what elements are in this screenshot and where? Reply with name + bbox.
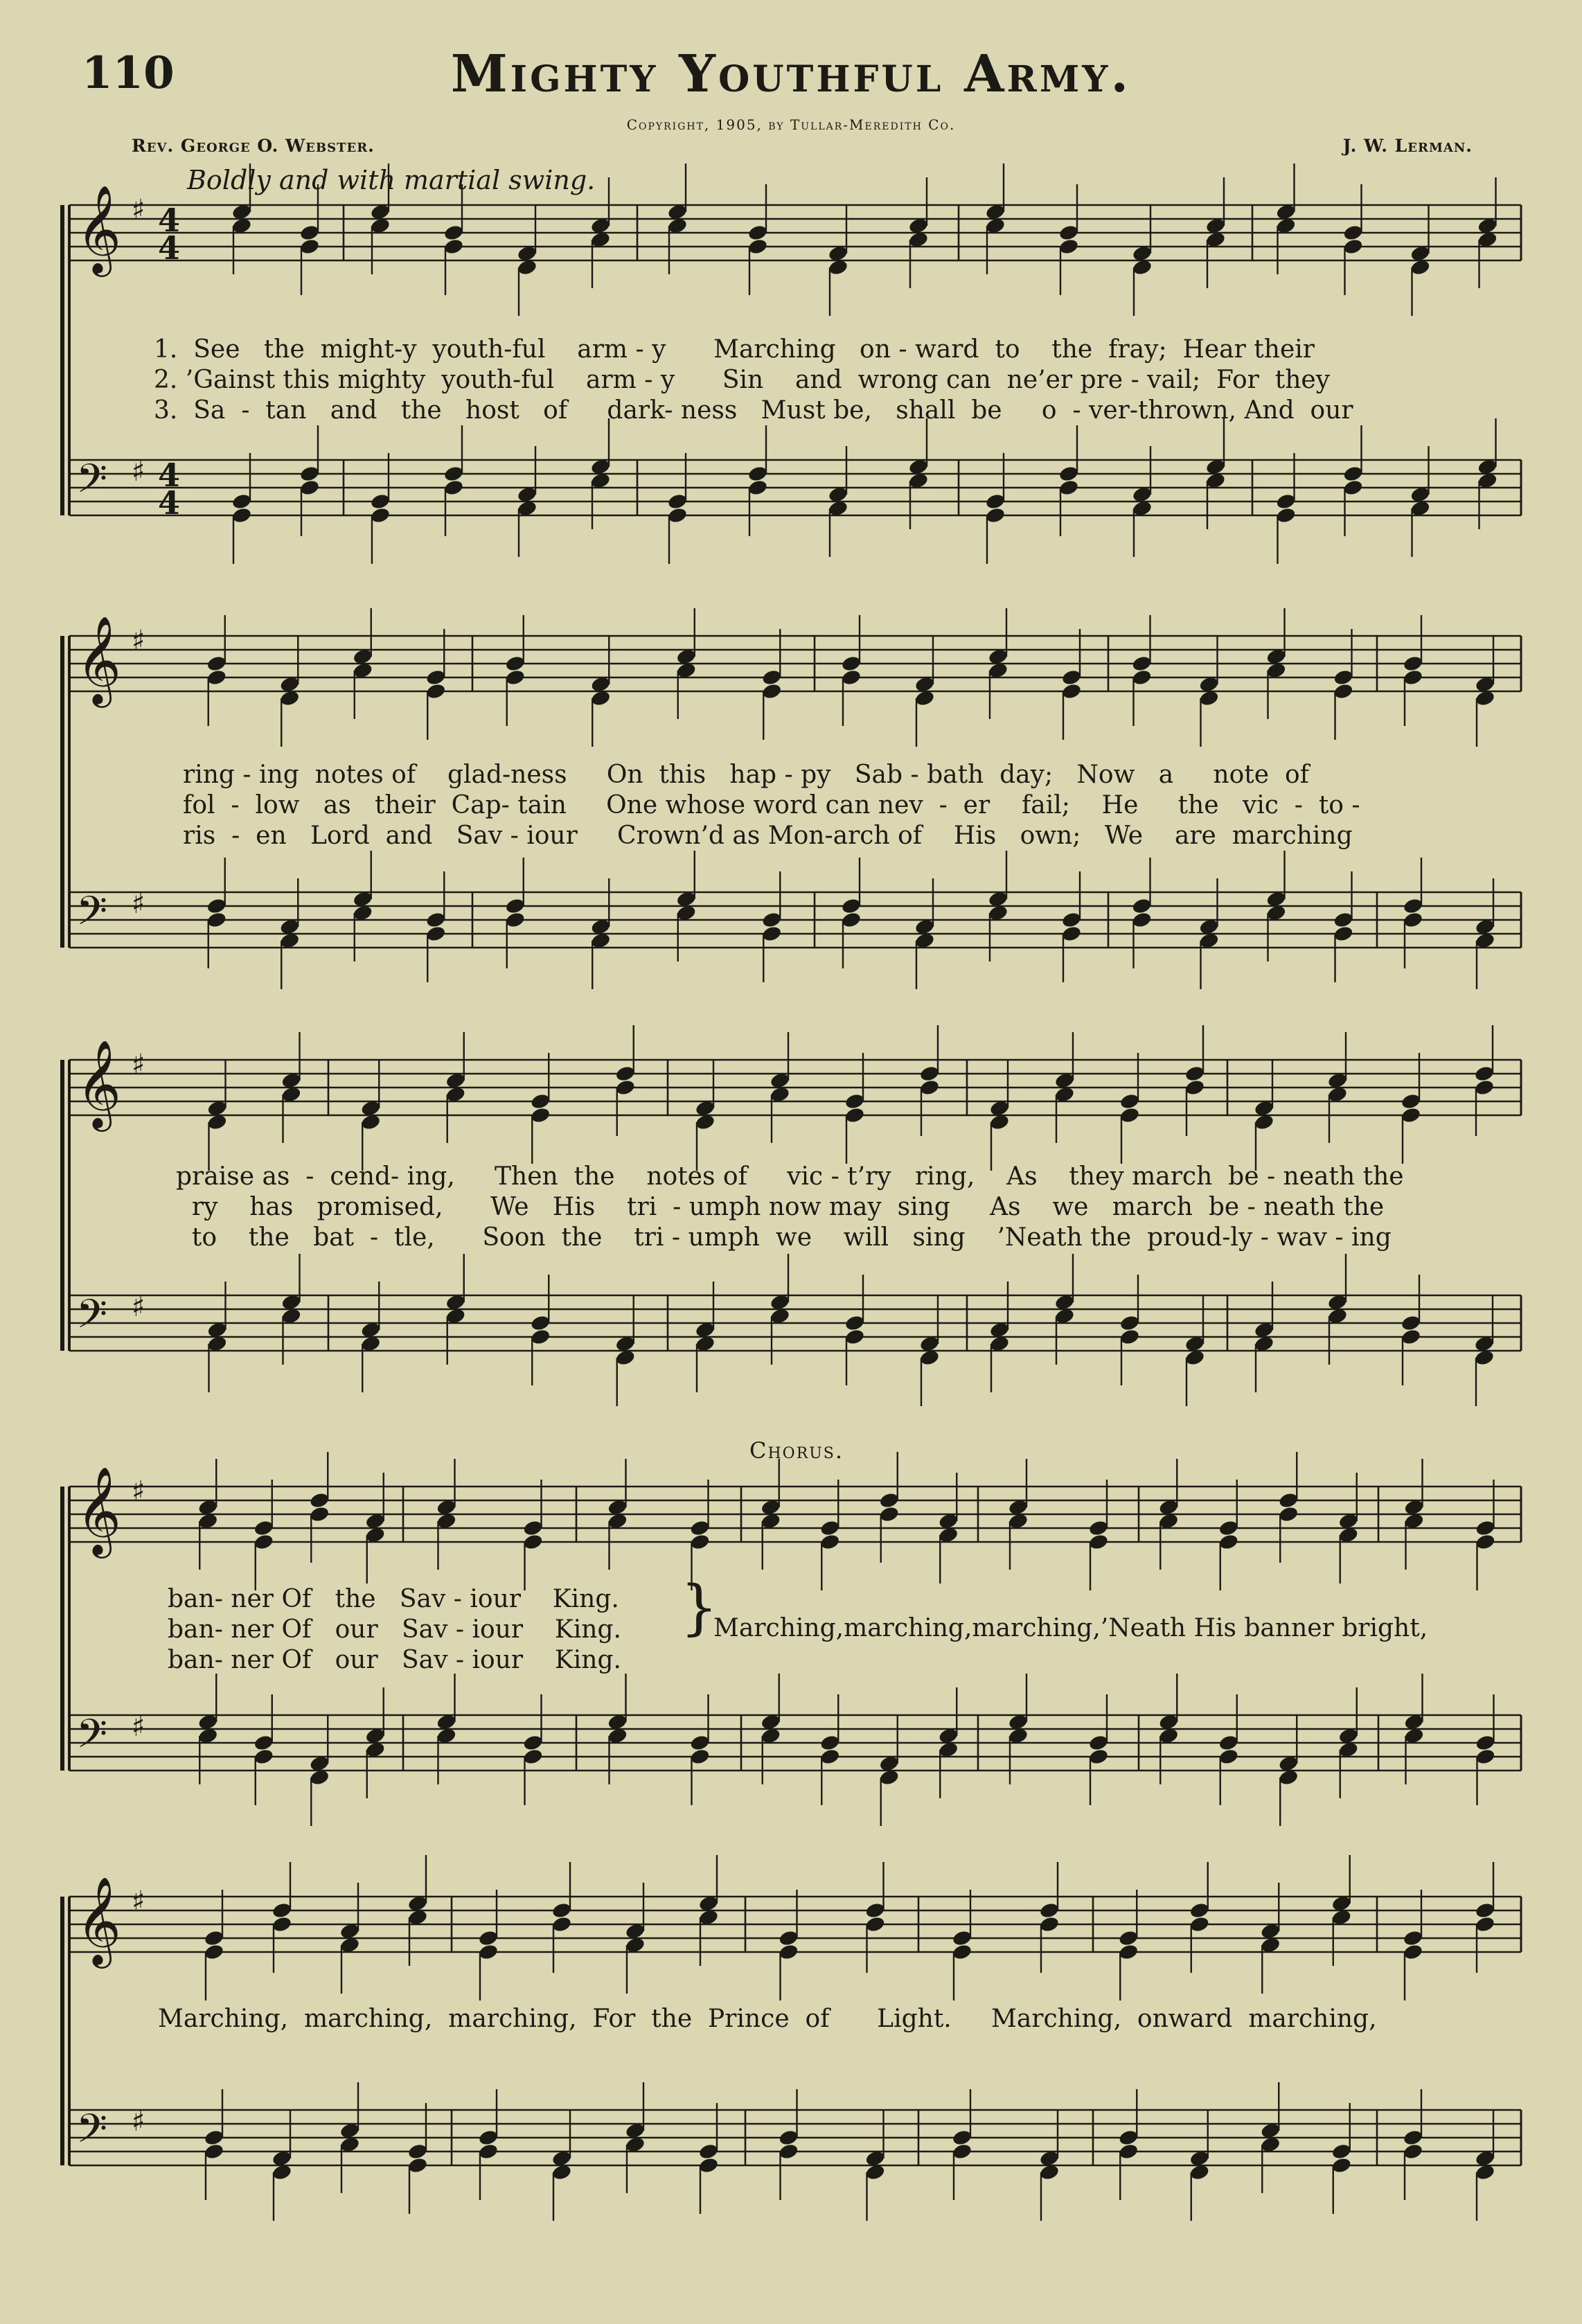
notehead bbox=[1275, 493, 1297, 511]
notehead bbox=[299, 224, 321, 242]
notehead bbox=[253, 1519, 274, 1537]
lyricist-credit: Rev. George O. Webster. bbox=[132, 136, 375, 156]
chorus-lyric: Marching, marching, marching, For the Prince of Light. Marching, onward marching, bbox=[158, 2005, 1377, 2033]
notehead bbox=[1058, 465, 1080, 483]
notehead bbox=[272, 1915, 293, 1933]
notehead bbox=[1333, 925, 1354, 943]
notehead bbox=[530, 1092, 551, 1110]
notehead bbox=[747, 479, 769, 497]
notehead bbox=[1088, 1748, 1110, 1766]
notehead bbox=[443, 479, 465, 497]
notehead bbox=[478, 1929, 499, 1947]
notehead bbox=[841, 897, 862, 915]
notehead bbox=[1331, 2143, 1352, 2161]
notehead bbox=[206, 911, 227, 929]
notehead bbox=[1061, 668, 1083, 686]
page-number: 110 bbox=[82, 47, 175, 99]
notehead bbox=[1058, 224, 1080, 242]
notehead bbox=[522, 1519, 544, 1537]
notehead bbox=[1061, 925, 1083, 943]
notehead bbox=[204, 1943, 225, 1961]
notehead bbox=[778, 2129, 799, 2147]
bass-clef-icon: 𝄢 bbox=[76, 887, 108, 944]
notehead bbox=[747, 465, 769, 483]
notehead bbox=[698, 2156, 720, 2174]
notehead bbox=[689, 1748, 711, 1766]
notehead bbox=[522, 1748, 544, 1766]
notehead bbox=[841, 668, 862, 686]
notehead bbox=[1401, 1092, 1422, 1110]
tempo-marking: Boldly and with martial swing. bbox=[187, 165, 596, 195]
notehead bbox=[253, 1748, 274, 1766]
notehead bbox=[272, 1901, 293, 1919]
bass-clef-icon: 𝄢 bbox=[76, 2105, 108, 2162]
lyric-line: ban- ner Of our Sav - iour King. bbox=[168, 1646, 621, 1674]
notehead bbox=[919, 1065, 941, 1083]
notehead bbox=[1333, 911, 1354, 929]
notehead bbox=[1342, 479, 1364, 497]
notehead bbox=[1131, 911, 1153, 929]
chorus-label: Chorus. bbox=[749, 1437, 844, 1464]
treble-clef-icon: 𝄞 bbox=[76, 184, 122, 273]
notehead bbox=[778, 1943, 799, 1961]
notehead bbox=[530, 1106, 551, 1124]
notehead bbox=[1184, 1065, 1206, 1083]
notehead bbox=[1058, 238, 1080, 256]
lyric-line: ring - ing notes of glad-ness On this hap - py Sab - bath day; Now a note of bbox=[183, 761, 1309, 789]
lyric-line: 3. Sa - tan and the host of dark- ness Must be, shall be o - ver-thrown, And our bbox=[154, 396, 1353, 425]
notehead bbox=[1475, 1519, 1496, 1537]
notehead bbox=[819, 1519, 841, 1537]
notehead bbox=[819, 1734, 841, 1752]
notehead bbox=[522, 1734, 544, 1752]
notehead bbox=[551, 1901, 573, 1919]
verse-brace: } bbox=[680, 1573, 718, 1642]
notehead bbox=[747, 238, 769, 256]
lyric-line: 1. See the might-y youth-ful arm - y Marching on - ward to the fray; Hear their bbox=[154, 335, 1315, 364]
notehead bbox=[231, 493, 253, 511]
notehead bbox=[1131, 668, 1153, 686]
notehead bbox=[1088, 1734, 1110, 1752]
notehead bbox=[844, 1328, 866, 1346]
notehead bbox=[1039, 1915, 1060, 1933]
notehead bbox=[1342, 465, 1364, 483]
sharp-icon: ♯ bbox=[132, 1049, 145, 1081]
bass-clef-icon: 𝄢 bbox=[76, 455, 108, 512]
notehead bbox=[698, 2143, 720, 2161]
notehead bbox=[504, 911, 526, 929]
notehead bbox=[1401, 1314, 1422, 1332]
notehead bbox=[1118, 2129, 1139, 2147]
bass-clef-icon: 𝄢 bbox=[76, 1710, 108, 1767]
notehead bbox=[689, 1533, 711, 1551]
notehead bbox=[1119, 1328, 1141, 1346]
notehead bbox=[425, 911, 447, 929]
sharp-icon: ♯ bbox=[132, 888, 145, 920]
notehead bbox=[1118, 1943, 1139, 1961]
notehead bbox=[231, 506, 253, 524]
sharp-icon: ♯ bbox=[132, 1291, 145, 1323]
notehead bbox=[1333, 682, 1354, 700]
lyric-line: praise as - cend- ing, Then the notes of vic - t’ry ring, As they march be - neath the bbox=[176, 1162, 1404, 1191]
notehead bbox=[407, 2156, 429, 2174]
notehead bbox=[204, 1929, 225, 1947]
notehead bbox=[864, 1901, 886, 1919]
notehead bbox=[841, 655, 862, 673]
notehead bbox=[1475, 1734, 1496, 1752]
notehead bbox=[1331, 2156, 1352, 2174]
notehead bbox=[1342, 224, 1364, 242]
notehead bbox=[819, 1748, 841, 1766]
notehead bbox=[1278, 1505, 1299, 1523]
notehead bbox=[864, 1915, 886, 1933]
notehead bbox=[1131, 897, 1153, 915]
lyric-line: 2. ’Gainst this mighty youth-ful arm - y Sin and wrong can ne’er pre - vail; For they bbox=[154, 366, 1331, 394]
bass-clef-icon: 𝄢 bbox=[76, 1290, 108, 1347]
notehead bbox=[425, 925, 447, 943]
notehead bbox=[1403, 655, 1424, 673]
notehead bbox=[1342, 238, 1364, 256]
notehead bbox=[844, 1092, 866, 1110]
time-signature: 4 bbox=[158, 484, 181, 522]
lyric-line: ris - en Lord and Sav - iour Crown’d as Mon-arch of His own; We are marching bbox=[183, 822, 1353, 850]
notehead bbox=[1275, 506, 1297, 524]
notehead bbox=[761, 911, 783, 929]
sharp-icon: ♯ bbox=[132, 625, 145, 657]
notehead bbox=[1403, 1943, 1424, 1961]
notehead bbox=[443, 238, 465, 256]
notehead bbox=[952, 2143, 973, 2161]
sharp-icon: ♯ bbox=[132, 1475, 145, 1507]
notehead bbox=[844, 1314, 866, 1332]
notehead bbox=[1061, 682, 1083, 700]
time-signature: 4 bbox=[158, 229, 181, 267]
notehead bbox=[1218, 1519, 1239, 1537]
notehead bbox=[443, 465, 465, 483]
hymn-title: Mighty Youthful Army. bbox=[450, 44, 1132, 104]
notehead bbox=[1403, 1929, 1424, 1947]
notehead bbox=[919, 1079, 941, 1097]
notehead bbox=[206, 655, 227, 673]
notehead bbox=[309, 1505, 330, 1523]
notehead bbox=[1474, 1079, 1495, 1097]
time-signature: 4 bbox=[158, 202, 181, 239]
notehead bbox=[206, 668, 227, 686]
notehead bbox=[299, 238, 321, 256]
notehead bbox=[778, 2143, 799, 2161]
treble-clef-icon: 𝄞 bbox=[76, 1466, 122, 1554]
notehead bbox=[299, 465, 321, 483]
lyric-line: fol - low as their Cap- tain One whose word can nev - er fail; He the vic - to - bbox=[183, 791, 1360, 819]
notehead bbox=[1088, 1519, 1110, 1537]
notehead bbox=[1333, 668, 1354, 686]
notehead bbox=[985, 493, 1006, 511]
notehead bbox=[667, 506, 688, 524]
treble-clef-icon: 𝄞 bbox=[76, 1876, 122, 1964]
notehead bbox=[985, 506, 1006, 524]
notehead bbox=[1475, 1901, 1496, 1919]
notehead bbox=[1218, 1748, 1239, 1766]
notehead bbox=[204, 2143, 225, 2161]
notehead bbox=[1119, 1106, 1141, 1124]
notehead bbox=[530, 1314, 551, 1332]
notehead bbox=[1119, 1314, 1141, 1332]
notehead bbox=[1474, 1065, 1495, 1083]
notehead bbox=[952, 2129, 973, 2147]
notehead bbox=[667, 493, 688, 511]
notehead bbox=[504, 655, 526, 673]
notehead bbox=[1403, 2143, 1424, 2161]
notehead bbox=[1475, 1748, 1496, 1766]
notehead bbox=[761, 668, 783, 686]
notehead bbox=[253, 1734, 274, 1752]
notehead bbox=[551, 1915, 573, 1933]
sharp-icon: ♯ bbox=[132, 1886, 145, 1917]
notehead bbox=[819, 1533, 841, 1551]
time-signature: 4 bbox=[158, 456, 181, 494]
notehead bbox=[425, 668, 447, 686]
notehead bbox=[1131, 655, 1153, 673]
lyric-line: to the bat - tle, Soon the tri - umph we will sing ’Neath the proud-ly - wav - ing bbox=[176, 1223, 1392, 1252]
notehead bbox=[952, 1929, 973, 1947]
notehead bbox=[689, 1734, 711, 1752]
notehead bbox=[407, 2143, 429, 2161]
treble-clef-icon: 𝄞 bbox=[76, 615, 122, 704]
notehead bbox=[478, 2129, 499, 2147]
notehead bbox=[204, 2129, 225, 2147]
notehead bbox=[778, 1929, 799, 1947]
notehead bbox=[1401, 1106, 1422, 1124]
notehead bbox=[253, 1533, 274, 1551]
notehead bbox=[761, 682, 783, 700]
sharp-icon: ♯ bbox=[132, 456, 145, 488]
notehead bbox=[841, 911, 862, 929]
notehead bbox=[1403, 668, 1424, 686]
notehead bbox=[1189, 1915, 1210, 1933]
notehead bbox=[1088, 1533, 1110, 1551]
notehead bbox=[878, 1491, 900, 1509]
notehead bbox=[443, 224, 465, 242]
notehead bbox=[844, 1106, 866, 1124]
notehead bbox=[952, 1943, 973, 1961]
notehead bbox=[614, 1065, 636, 1083]
notehead bbox=[370, 506, 391, 524]
notehead bbox=[1475, 1915, 1496, 1933]
notehead bbox=[1039, 1901, 1060, 1919]
notehead bbox=[309, 1491, 330, 1509]
notehead bbox=[1119, 1092, 1141, 1110]
notehead bbox=[1058, 479, 1080, 497]
notehead bbox=[206, 897, 227, 915]
treble-clef-icon: 𝄞 bbox=[76, 1039, 122, 1128]
sharp-icon: ♯ bbox=[132, 194, 145, 226]
notehead bbox=[522, 1533, 544, 1551]
notehead bbox=[878, 1505, 900, 1523]
notehead bbox=[1061, 911, 1083, 929]
notehead bbox=[370, 493, 391, 511]
notehead bbox=[299, 479, 321, 497]
notehead bbox=[504, 668, 526, 686]
notehead bbox=[761, 925, 783, 943]
notehead bbox=[504, 897, 526, 915]
sharp-icon: ♯ bbox=[132, 1711, 145, 1743]
notehead bbox=[1118, 2143, 1139, 2161]
notehead bbox=[689, 1519, 711, 1537]
copyright-notice: Copyright, 1905, by Tullar-Meredith Co. bbox=[626, 116, 956, 133]
notehead bbox=[1403, 911, 1424, 929]
notehead bbox=[1184, 1079, 1206, 1097]
notehead bbox=[478, 2143, 499, 2161]
lyric-line: ry has promised, We His tri - umph now may sing As we march be - neath the bbox=[176, 1193, 1385, 1221]
notehead bbox=[1278, 1491, 1299, 1509]
lyric-line: ban- ner Of our Sav - iour King. bbox=[168, 1615, 621, 1644]
notehead bbox=[614, 1079, 636, 1097]
sharp-icon: ♯ bbox=[132, 2106, 145, 2138]
notehead bbox=[1475, 1533, 1496, 1551]
notehead bbox=[1403, 897, 1424, 915]
lyric-line: ban- ner Of the Sav - iour King. bbox=[168, 1585, 619, 1613]
composer-credit: J. W. Lerman. bbox=[1342, 136, 1473, 156]
notehead bbox=[425, 682, 447, 700]
chorus-lyric: Marching,marching,marching,’Neath His banner bright, bbox=[713, 1614, 1428, 1642]
notehead bbox=[1218, 1533, 1239, 1551]
notehead bbox=[1118, 1929, 1139, 1947]
notehead bbox=[530, 1328, 551, 1346]
notehead bbox=[478, 1943, 499, 1961]
notehead bbox=[1189, 1901, 1210, 1919]
notehead bbox=[1403, 2129, 1424, 2147]
notehead bbox=[1401, 1328, 1422, 1346]
notehead bbox=[1218, 1734, 1239, 1752]
notehead bbox=[747, 224, 769, 242]
